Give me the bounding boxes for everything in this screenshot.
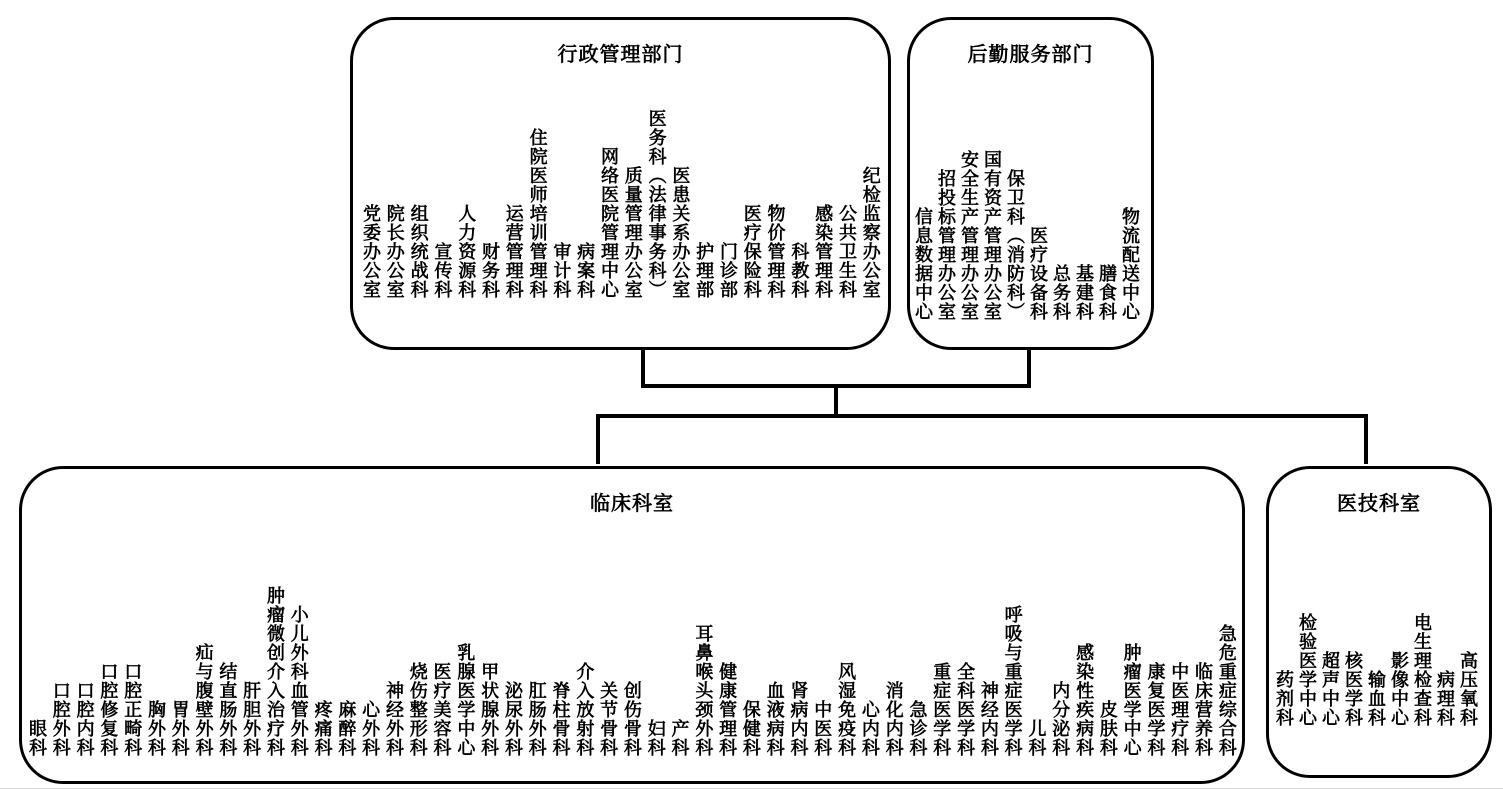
admin-item: 护理部 [693,242,715,299]
connector-bottom-horizontal [596,414,1368,418]
admin-item: 医疗保险科 [740,204,762,299]
clinical-department-title: 临床科室 [590,491,674,515]
clinical-items [25,529,1238,757]
medtech-items [1273,529,1479,727]
clinical-item: 口腔修复科 [97,662,119,757]
clinical-item: 血液病科 [763,681,785,757]
medtech-item: 药剂科 [1273,670,1294,727]
admin-item: 病案科 [574,242,596,299]
admin-item: 组织统战科 [407,204,429,299]
medtech-department-box [1266,466,1492,778]
admin-item: 院长办公室 [383,204,405,299]
clinical-item: 乳腺医学中心 [454,643,476,757]
medtech-item: 超声中心 [1319,651,1340,727]
clinical-item: 眼科 [26,719,47,757]
medtech-item: 病理科 [1434,670,1455,727]
clinical-item: 胃外科 [168,700,190,757]
clinical-item: 临床营养科 [1192,662,1214,757]
clinical-department-box [19,466,1245,784]
logistics-item: 信息数据中心 [912,207,933,321]
clinical-item: 内分泌科 [1049,681,1071,757]
clinical-item: 麻醉科 [335,700,357,757]
clinical-item: 结直肠外科 [216,662,238,757]
clinical-item: 疼痛科 [311,700,333,757]
clinical-item: 疝与腹壁外科 [192,643,214,757]
admin-item: 宣传科 [431,242,453,299]
admin-item: 门诊部 [716,242,738,299]
clinical-item: 心内科 [858,700,880,757]
clinical-item: 重症医学科 [930,662,952,757]
logistics-item: 基建科 [1073,264,1094,321]
clinical-item: 皮肤科 [1096,700,1118,757]
medtech-item: 影像中心 [1388,651,1409,727]
clinical-item: 儿科 [1025,719,1047,757]
admin-items [359,70,882,299]
clinical-item: 口腔正畸科 [121,662,143,757]
clinical-item: 心外科 [359,700,381,757]
medtech-item: 高压氧科 [1457,651,1478,727]
clinical-item: 全科医学科 [954,662,976,757]
medtech-item: 核医学科 [1342,651,1363,727]
clinical-item: 肝胆外科 [240,681,262,757]
admin-item: 科教科 [788,242,810,299]
clinical-item: 健康管理科 [716,662,738,757]
logistics-item: 安全生产管理办公室 [958,150,979,321]
clinical-item: 口腔内科 [73,681,95,757]
connector-admin-down [641,349,645,387]
connector-trunk [834,384,838,416]
connector-logistics-down [1027,349,1031,387]
clinical-item: 关节骨科 [597,681,619,757]
logistics-item: 保卫科（消防科） [1004,169,1025,321]
admin-item: 物价管理科 [764,204,786,299]
connector-medtech-down [1364,414,1368,464]
clinical-item: 泌尿外科 [501,681,523,757]
clinical-item: 胸外科 [144,700,166,757]
logistics-item: 膳食科 [1096,264,1117,321]
admin-item: 住院医师培训管理科 [526,128,548,299]
admin-item: 公共卫生科 [835,204,857,299]
admin-department-title: 行政管理部门 [557,42,684,66]
clinical-item: 肛肠外科 [525,681,547,757]
medtech-department-title: 医技科室 [1337,491,1421,515]
medtech-item: 电生理检查科 [1411,613,1432,727]
clinical-item: 烧伤整形科 [406,662,428,757]
logistics-item: 招投标管理办公室 [935,169,956,321]
clinical-item: 肾病内科 [787,681,809,757]
clinical-item: 妇科 [644,719,666,757]
clinical-item: 肿瘤医学中心 [1120,643,1142,757]
clinical-item: 神经内科 [977,681,999,757]
clinical-item: 产科 [668,719,690,757]
admin-item: 党委办公室 [360,204,381,299]
clinical-item: 创伤骨科 [620,681,642,757]
medtech-item: 检验医学中心 [1296,613,1317,727]
admin-item: 人力资源科 [455,204,477,299]
logistics-item: 国有资产管理办公室 [981,150,1002,321]
clinical-item: 中医科 [811,700,833,757]
admin-item: 医务科（法律事务科） [645,109,667,299]
clinical-item: 耳鼻喉头颈外科 [692,624,714,757]
logistics-item: 医疗设备科 [1027,226,1048,321]
admin-item: 质量管理办公室 [621,166,643,299]
logistics-department-box [907,17,1154,350]
clinical-item: 肿瘤微创介入治疗科 [263,586,285,757]
clinical-item: 急诊科 [906,700,928,757]
clinical-item: 感染性疾病科 [1073,643,1095,757]
clinical-item: 神经外科 [382,681,404,757]
connector-clinical-down [596,414,600,464]
clinical-item: 介入放射科 [573,662,595,757]
admin-item: 感染管理科 [812,204,834,299]
clinical-item: 口腔外科 [49,681,71,757]
medtech-item: 输血科 [1365,670,1386,727]
admin-item: 纪检监察办公室 [859,166,881,299]
clinical-item: 甲状腺外科 [478,662,500,757]
clinical-item: 呼吸与重症医学科 [1001,605,1023,757]
clinical-item: 医疗美容科 [430,662,452,757]
logistics-items [912,70,1141,321]
admin-item: 财务科 [478,242,500,299]
admin-item: 审计科 [550,242,572,299]
clinical-item: 保健科 [739,700,761,757]
clinical-item: 风湿免疫科 [835,662,857,757]
logistics-item: 总务科 [1050,264,1071,321]
admin-department-box [350,17,891,350]
clinical-item: 急危重症综合科 [1215,624,1237,757]
admin-item: 运营管理科 [502,204,524,299]
logistics-department-title: 后勤服务部门 [967,42,1094,66]
clinical-item: 中医理疗科 [1168,662,1190,757]
admin-item: 医患关系办公室 [669,166,691,299]
clinical-item: 脊柱骨科 [549,681,571,757]
admin-item: 网络医院管理中心 [597,147,619,299]
clinical-item: 消化内科 [882,681,904,757]
clinical-item: 康复医学科 [1144,662,1166,757]
logistics-item: 物流配送中心 [1119,207,1140,321]
clinical-item: 小儿外科血管外科 [287,605,309,757]
